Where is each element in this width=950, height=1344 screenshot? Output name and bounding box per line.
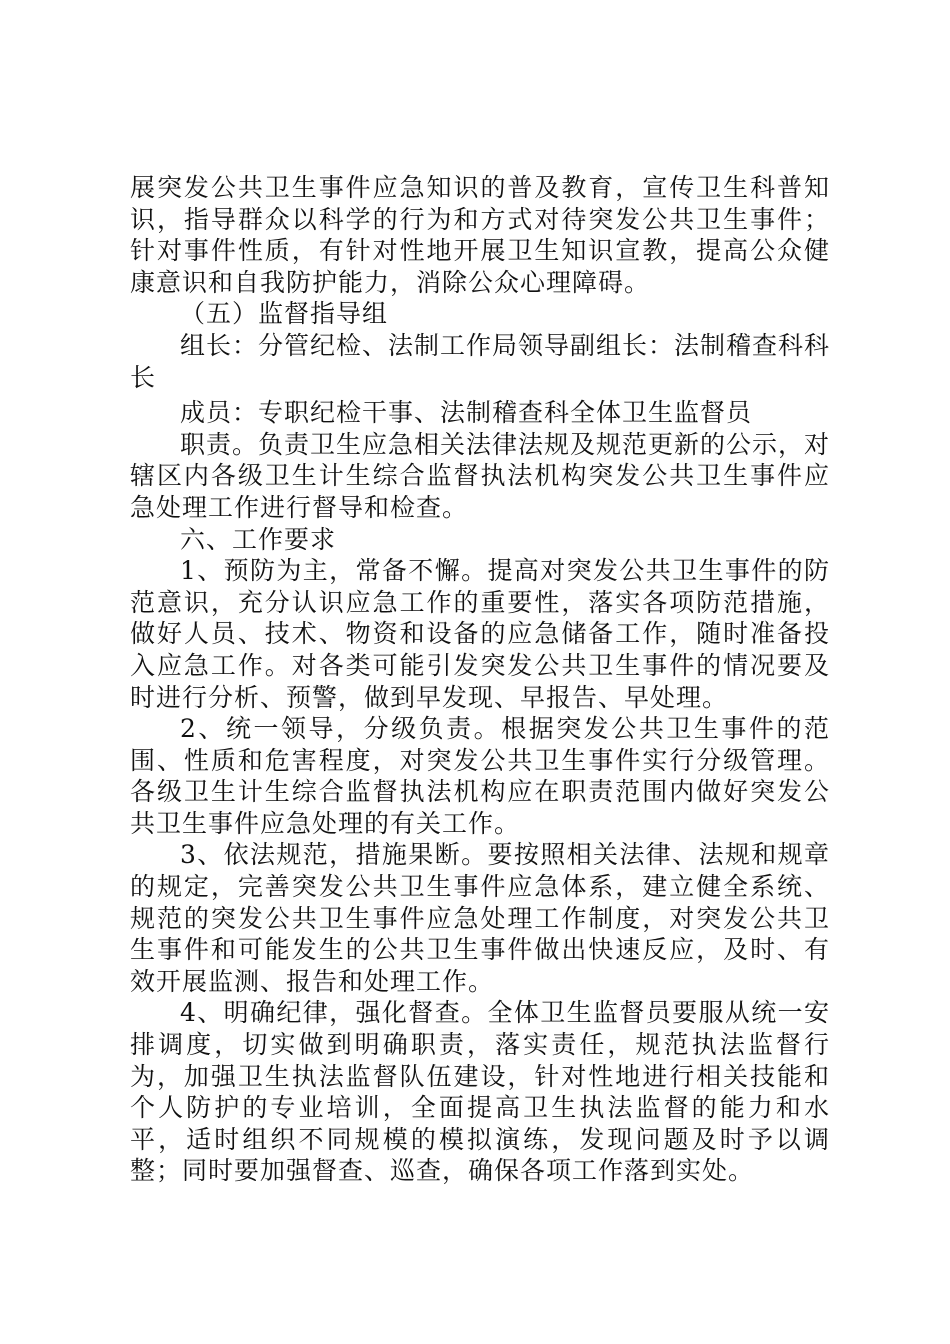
paragraph-requirement-2: 2、统一领导，分级负责。根据突发公共卫生事件的范围、性质和危害程度，对突发公共卫生事件实行分级管理。各级卫生计生综合监督执法机构应在职责范围内做好突发公共卫生事件应急处理的有关工作。 <box>130 714 830 838</box>
paragraph-continued: 展突发公共卫生事件应急知识的普及教育，宣传卫生科普知识，指导群众以科学的行为和方式对待突发公共卫生事件；针对事件性质，有针对性地开展卫生知识宣教，提高公众健康意识和自我防护能力，消除公众心理障碍。 <box>130 173 830 297</box>
paragraph-requirement-3: 3、依法规范，措施果断。要按照相关法律、法规和规章的规定，完善突发公共卫生事件应急体系，建立健全系统、规范的突发公共卫生事件应急处理工作制度，对突发公共卫生事件和可能发生的公共卫生事件做出快速反应，及时、有效开展监测、报告和处理工作。 <box>130 840 830 996</box>
paragraph-requirement-1: 1、预防为主，常备不懈。提高对突发公共卫生事件的防范意识，充分认识应急工作的重要性，落实各项防范措施，做好人员、技术、物资和设备的应急储备工作，随时准备投入应急工作。对各类可能引发突发公共卫生事件的情况要及时进行分析、预警，做到早发现、早报告、早处理。 <box>130 556 830 712</box>
document-page <box>130 172 830 1187</box>
section-heading-work-requirements: 六、工作要求 <box>180 524 337 554</box>
section-heading-supervision-group: （五）监督指导组 <box>180 299 389 329</box>
paragraph-duties: 职责。负责卫生应急相关法律法规及规范更新的公示，对辖区内各级卫生计生综合监督执法机构突发公共卫生事件应急处理工作进行督导和检查。 <box>130 429 831 522</box>
paragraph-group-leaders: 组长：分管纪检、法制工作局领导副组长：法制稽查科科长 <box>130 330 831 392</box>
paragraph-requirement-4: 4、明确纪律，强化督查。全体卫生监督员要服从统一安排调度，切实做到明确职责，落实责任，规范执法监督行为，加强卫生执法监督队伍建设，针对性地进行相关技能和个人防护的专业培训，全面提高卫生执法监督的能力和水平，适时组织不同规模的模拟演练，发现问题及时予以调整；同时要加强督查、巡查，确保各项工作落到实处。 <box>130 998 830 1186</box>
paragraph-group-members: 成员：专职纪检干事、法制稽查科全体卫生监督员 <box>180 398 753 428</box>
